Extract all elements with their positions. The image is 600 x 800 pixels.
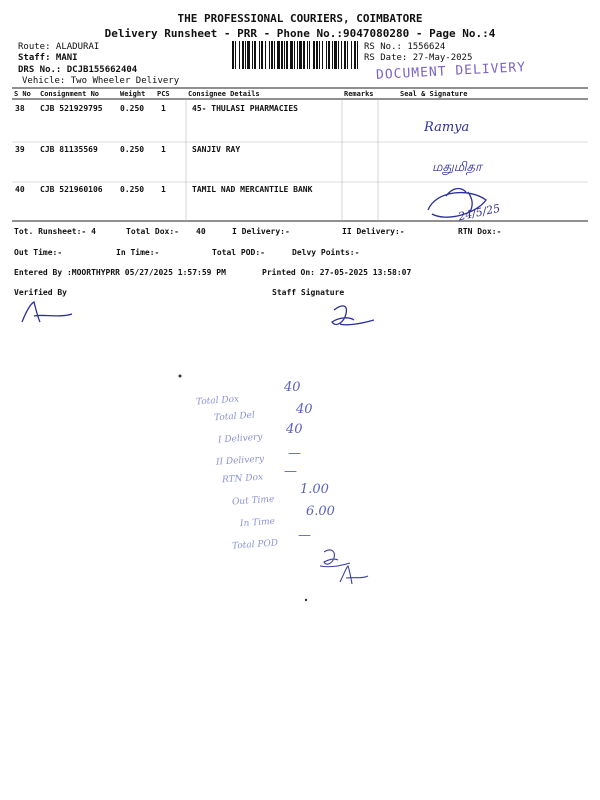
col-remarks-header: Remarks (344, 90, 374, 98)
row-sno: 38 (15, 104, 25, 113)
entered-by: Entered By :MOORTHYPRR 05/27/2025 1:57:59 PM (14, 268, 226, 277)
row-weight: 0.250 (120, 145, 145, 154)
note-label: RTN Dox (221, 472, 264, 486)
row-consignment: CJB 81135569 (40, 145, 98, 154)
note-label: I Delivery (217, 432, 263, 446)
route-label: Route: ALADURAI (18, 42, 100, 52)
note-value: — (284, 464, 297, 479)
note-label: In Time (239, 516, 276, 530)
row-consignee: SANJIV RAY (192, 145, 241, 154)
row-sno: 39 (15, 145, 25, 154)
i-delivery-label: I Delivery:- (232, 227, 290, 236)
row-weight: 0.250 (120, 104, 145, 113)
pencil-dot (179, 375, 182, 378)
col-consignee-header: Consignee Details (188, 90, 260, 98)
ii-delivery-label: II Delivery:- (342, 227, 405, 236)
row-consignee: 45- THULASI PHARMACIES (192, 104, 298, 113)
note-value: 40 (296, 402, 313, 417)
document-delivery-stamp: DOCUMENT DELIVERY (375, 60, 527, 83)
total-pod-label: Total POD:- (212, 248, 265, 257)
row-sno: 40 (15, 185, 25, 194)
row-signature: 24/5/25 (457, 201, 502, 224)
row-pcs: 1 (161, 185, 166, 194)
col-pcs-header: PCS (157, 90, 170, 98)
staff-label: Staff: MANI (18, 53, 78, 63)
note-value: — (288, 446, 301, 461)
rs-date-label: RS Date: 27-May-2025 (364, 53, 473, 63)
note-label: II Delivery (215, 454, 265, 468)
col-sno-header: S No (14, 90, 31, 98)
row-pcs: 1 (161, 104, 166, 113)
runsheet-title: Delivery Runsheet - PRR - Phone No.:9047080280 - Page No.:4 (104, 27, 496, 40)
col-consignment-header: Consignment No (40, 90, 100, 98)
row-consignee: TAMIL NAD MERCANTILE BANK (192, 185, 313, 194)
rtn-dox-label: RTN Dox:- (458, 227, 502, 236)
note-signature-2 (340, 566, 368, 584)
printed-on: Printed On: 27-05-2025 13:58:07 (262, 268, 412, 277)
note-label: Total Dox (195, 394, 240, 408)
note-value: 40 (284, 380, 301, 395)
staff-signature-scribble (332, 306, 374, 325)
total-dox-value: 40 (196, 227, 206, 236)
row-consignment: CJB 521960106 (40, 185, 103, 194)
company-title: THE PROFESSIONAL COURIERS, COIMBATORE (177, 12, 423, 25)
col-signature-header: Seal & Signature (400, 90, 468, 98)
row-signature: மதுமிதா (432, 160, 482, 175)
rs-no-label: RS No.: 1556624 (364, 42, 446, 52)
signature-scribble-row40 (428, 189, 486, 218)
verified-by-label: Verified By (14, 288, 67, 297)
row-weight: 0.250 (120, 185, 145, 194)
total-dox-label: Total Dox:- (126, 227, 179, 236)
in-time-label: In Time:- (116, 248, 160, 257)
note-value: 40 (286, 422, 303, 437)
row-consignment: CJB 521929795 (40, 104, 103, 113)
verified-signature (22, 302, 72, 322)
note-value: 1.00 (300, 482, 329, 497)
drs-label: DRS No.: DCJB155662404 (18, 65, 138, 75)
row-signature: Ramya (424, 120, 470, 135)
row-pcs: 1 (161, 145, 166, 154)
col-weight-header: Weight (120, 90, 146, 98)
delvy-points-label: Delvy Points:- (292, 248, 360, 257)
note-value: — (298, 528, 311, 543)
pencil-dot (305, 599, 307, 601)
note-label: Total POD (231, 538, 279, 552)
note-label: Total Del (213, 410, 256, 424)
staff-signature-label: Staff Signature (272, 288, 345, 297)
note-value: 6.00 (306, 504, 335, 519)
note-signature-1 (320, 550, 350, 567)
note-label: Out Time (231, 494, 275, 508)
out-time-label: Out Time:- (14, 248, 63, 257)
tot-runsheet: Tot. Runsheet:- 4 (14, 227, 96, 236)
vehicle-label: Vehicle: Two Wheeler Delivery (22, 76, 180, 86)
